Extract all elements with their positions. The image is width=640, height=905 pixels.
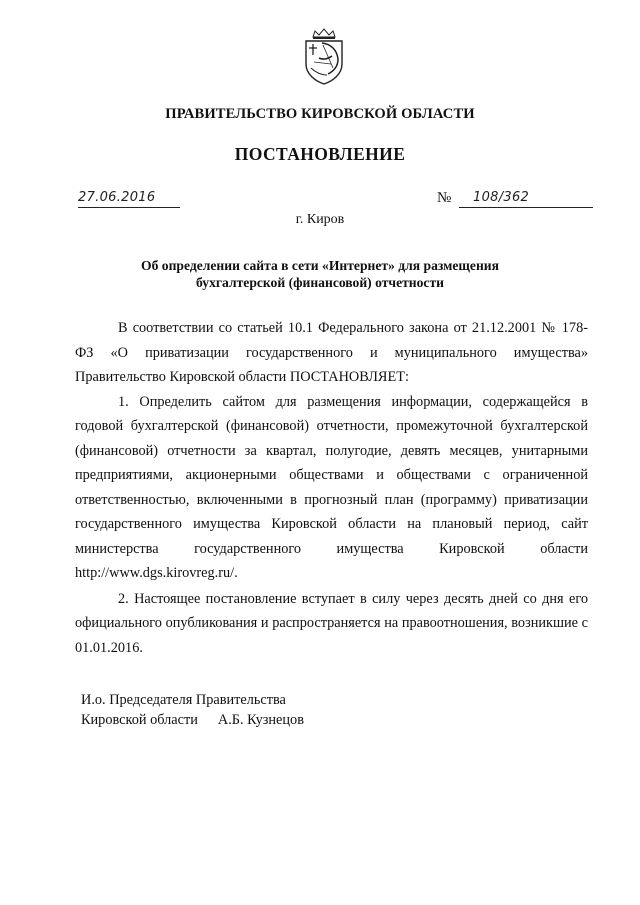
number-field	[459, 191, 593, 208]
title-line-1: Об определении сайта в сети «Интернет» для размещения	[141, 258, 499, 273]
handwritten-number: 108/362	[473, 190, 530, 205]
signer-line	[81, 710, 304, 730]
title-line-2: бухгалтерской (финансовой) отчетности	[196, 275, 444, 290]
signer-organization: Кировской области	[81, 712, 198, 728]
government-name: ПРАВИТЕЛЬСТВО КИРОВСКОЙ ОБЛАСТИ	[165, 106, 475, 122]
coat-of-arms-icon	[301, 28, 347, 86]
document-type-heading: ПОСТАНОВЛЕНИЕ	[234, 144, 406, 164]
city-line: г. Киров	[295, 212, 345, 227]
document-body	[75, 316, 588, 660]
handwritten-date: 27.06.2016	[78, 190, 156, 205]
paragraph-preamble: В соответствии со статьей 10.1 Федерального закона от 21.12.2001 № 178-ФЗ «О приватизации государственного и муниципального имущества» Правительство Кировской области ПОСТАНОВЛЯЕТ:	[75, 320, 588, 385]
number-label: №	[437, 190, 452, 206]
signer-name: А.Б. Кузнецов	[217, 712, 304, 728]
signature-block	[81, 690, 304, 730]
document-title	[100, 257, 540, 291]
paragraph-item-2: 2. Настоящее постановление вступает в силу через десять дней со дня его официального опубликования и распространяется на правоотношения, возникшие с 01.01.2016.	[75, 590, 588, 656]
signer-title: И.о. Председателя Правительства	[81, 692, 286, 708]
date-field	[78, 191, 180, 208]
paragraph-item-1: 1. Определить сайтом для размещения информации, содержащейся в годовой бухгалтерской (финансовой) отчетности, промежуточной бухгалтерской (финансовой) отчетности за квартал, полугодие, девять месяцев, унитарными предприятиями, акционерными обществами и обществами с ограниченной ответственностью, включенными в прогнозный план (программу) приватизации государственного имущества Кировской области на плановый период, сайт министерства государственного имущества Кировской области http://www.dgs.kirovreg.ru/.	[75, 393, 588, 581]
